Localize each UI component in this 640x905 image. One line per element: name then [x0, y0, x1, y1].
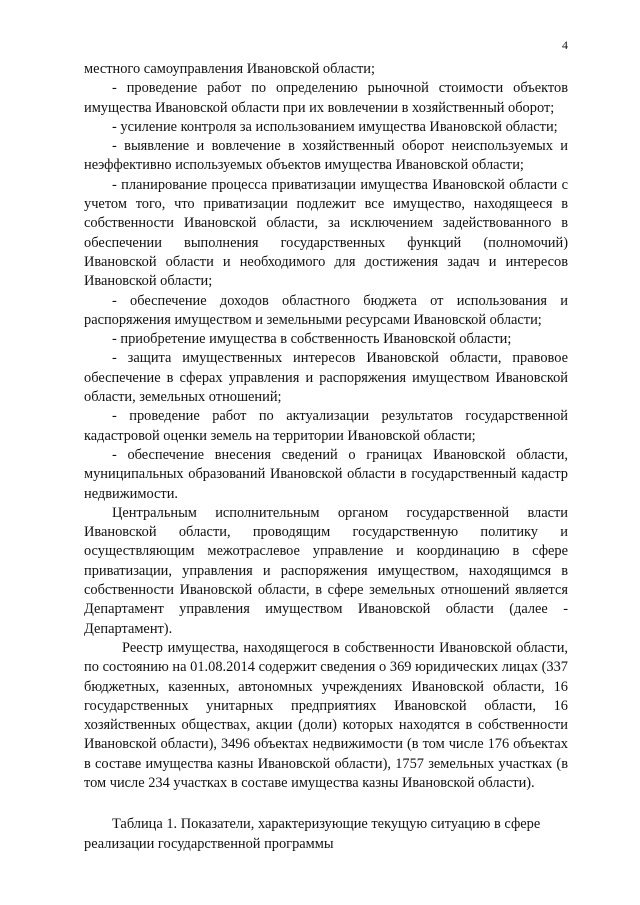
list-item: - защита имущественных интересов Ивановской области, правовое обеспечение в сферах управления и распоряжения имуществом Ивановской области, земельных отношений;	[84, 350, 568, 406]
list-item: - выявление и вовлечение в хозяйственный оборот неиспользуемых и неэффективно используемых объектов имущества Ивановской области;	[84, 138, 568, 174]
list-item: - планирование процесса приватизации имущества Ивановской области с учетом того, что приватизации подлежит все имущество, находящееся в собственности Ивановской области, за исключением задействованного в обеспечении выполнения государственных функций (полномочий) Ивановской области и необходимого для достижения задач и интересов Ивановской области;	[84, 176, 568, 290]
paragraph: Центральным исполнительным органом государственной власти Ивановской области, проводящим государственную политику и осуществляющим межотраслевое управление и координацию в сфере приватизации, управления и распоряжения имуществом, находящимся в собственности Ивановской области, в сфере земельных отношений является Департамент управления имуществом Ивановской области (далее - Департамент).	[84, 504, 568, 637]
list-item: - приобретение имущества в собственность Ивановской области;	[112, 331, 512, 348]
paragraph: Реестр имущества, находящегося в собственности Ивановской области, по состоянию на 01.08.2014 содержит сведения о 369 юридических лицах (337 бюджетных, казенных, автономных учреждениях Ивановской области, 16 государственных унитарных предприятиях Ивановской области, 16 хозяйственных обществах, акции (доли) которых находятся в собственности Ивановской области), 3496 объектах недвижимости (в том числе 176 объектах в составе имущества казны Ивановской области), 1757 земельных участках (в том числе 234 участках в составе имущества казны Ивановской области).	[84, 639, 568, 791]
list-item: - проведение работ по актуализации результатов государственной кадастровой оценки земель на территории Ивановской области;	[84, 408, 568, 444]
table-caption: Таблица 1. Показатели, характеризующие текущую ситуацию в сфере реализации государственной программы	[84, 816, 541, 852]
document-body	[84, 60, 568, 854]
list-item: - обеспечение внесения сведений о границах Ивановской области, муниципальных образований Ивановской области в государственный кадастр недвижимости.	[84, 446, 568, 502]
list-item: - усиление контроля за использованием имущества Ивановской области;	[112, 118, 558, 135]
paragraph: местного самоуправления Ивановской области;	[84, 61, 375, 77]
page-number: 4	[562, 38, 568, 52]
list-item: - обеспечение доходов областного бюджета от использования и распоряжения имуществом и земельными ресурсами Ивановской области;	[84, 292, 568, 328]
list-item: - проведение работ по определению рыночной стоимости объектов имущества Ивановской области при их вовлечении в хозяйственный оборот;	[84, 80, 568, 116]
